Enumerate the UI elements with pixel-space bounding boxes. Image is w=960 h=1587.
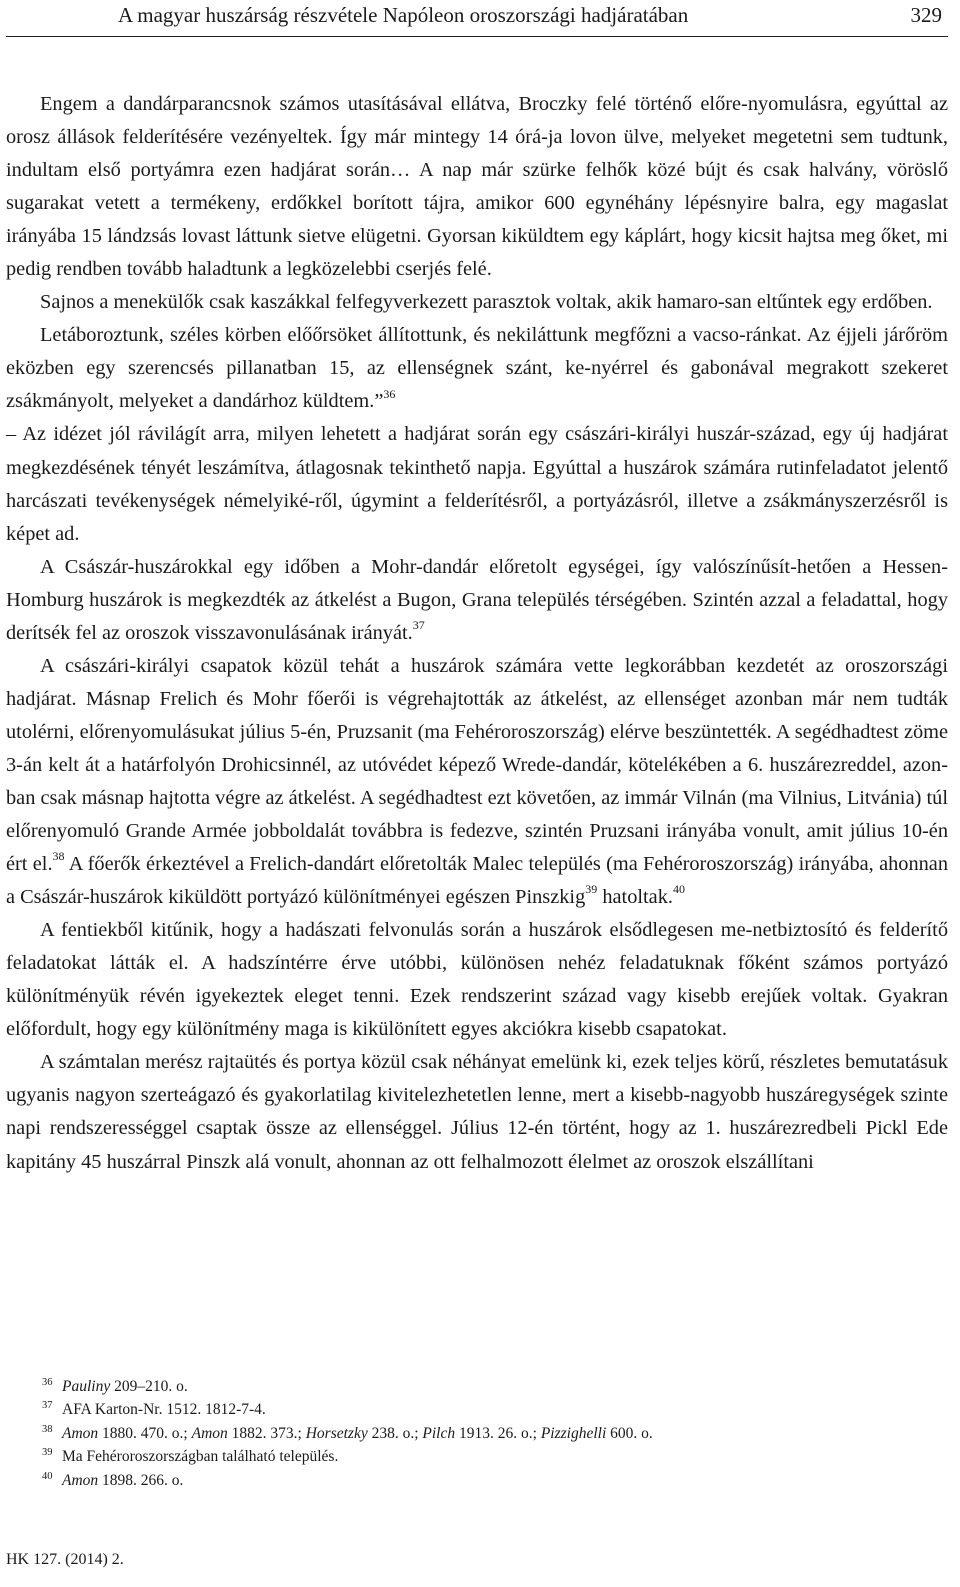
- footnote-number: 39: [42, 1447, 53, 1459]
- footnote: [6, 1469, 948, 1492]
- body-text: [6, 88, 948, 1179]
- paragraph: A Császár-huszárokkal egy időben a Mohr-dandár előretolt egységei, így valószínűsít-hetően a Hessen-Homburg huszárok is megkezdték az átkelést a Bugon, Grana település térségében. Szintén azzal a feladattal, hogy derítsék fel az oroszok visszavonulásának irányát.$^{37}$: [6, 555, 948, 644]
- footnote: [6, 1445, 948, 1468]
- footnotes: [6, 1375, 948, 1492]
- paragraph: A számtalan merész rajtaütés és portya közül csak néhányat emelünk ki, ezek teljes körű, részletes bemutatásuk ugyanis nagyon szerteágazó és gyakorlatilag kivitelezhetetlen lenne, mert a kisebb-nagyobb huszáregységek szinte napi rendszerességgel csaptak össze az ellenséggel. Július 12-én történt, hogy az 1. huszárezredbeli Pickl Ede kapitány 45 huszárral Pinszk alá vonult, ahonnan az ott felhalmozott élelmet az oroszok elszállítani: [6, 1051, 948, 1173]
- page-number: 329: [910, 3, 942, 27]
- journal-footer: HK 127. (2014) 2.: [6, 1551, 124, 1568]
- footnote-number: 38: [42, 1423, 53, 1435]
- paragraph: A fentiekből kitűnik, hogy a hadászati felvonulás során a huszárok elsődlegesen me-netbiztosító és felderítő feladatokat látták el. A hadszíntérre érve utóbbi, különösen nehéz feladatuknak főként számos portyázó különítményük révén igyekeztek eleget tenni. Ezek rendszerint század vagy kisebb erejűek voltak. Gyakran előfordult, hogy egy különítmény maga is kikülönített egyes akciókra kisebb csapatokat.: [6, 919, 948, 1041]
- footnote: [6, 1422, 948, 1445]
- footnote: [6, 1375, 948, 1398]
- footnote-text: Ma Fehéroroszországban található település.: [62, 1448, 339, 1466]
- paragraph: – Az idézet jól rávilágít arra, milyen lehetett a hadjárat során egy császári-királyi huszár-század, egy új hadjárat megkezdésének tényét leszámítva, átlagosnak tekinthető napja. Egyúttal a huszárok számára rutinfeladatot jelentő harcászati tevékenységek némelyiké-ről, úgymint a felderítésről, a portyázásról, illetve a zsákmányszerzésről is képet ad.: [6, 423, 948, 545]
- footnote-text: Amon 1880. 470. o.; Amon 1882. 373.; Horsetzky 238. o.; Pilch 1913. 26. o.; Pizzighelli 600. o.: [62, 1424, 653, 1442]
- footnote-text: Pauliny 209–210. o.: [62, 1378, 188, 1395]
- footnote-text: Amon 1898. 266. o.: [62, 1471, 184, 1489]
- paragraph: Engem a dandárparancsnok számos utasításával ellátva, Broczky felé történő előre-nyomulásra, egyúttal az orosz állások felderítésére vezényeltek. Így már mintegy 14 órá-ja lovon ülve, melyeket megetetni sem tudtunk, indultam első portyámra ezen hadjárat során… A nap már szürke felhők közé bújt és csak halvány, vöröslő sugarakat vetett a termékeny, erdőkkel borított tájra, amikor 600 egynéhány lépésnyire balra, egy magaslat irányába 15 lándzsás lovast láttunk sietve elügetni. Gyorsan kiküldtem egy káplárt, hogy kicsit hajtsa meg őket, mi pedig rendben tovább haladtunk a legközelebbi cserjés felé.: [6, 93, 948, 281]
- footnote-number: 37: [42, 1400, 53, 1412]
- paragraph: Letáboroztunk, széles körben előőrsöket állítottunk, és nekiláttunk megfőzni a vacso-ránkat. Az éjjeli járőröm eközben egy szerencsés pillanatban 15, az ellenségnek szánt, ke-nyérrel és gabonával megrakott szekeret zsákmányolt, melyeket a dandárhoz küldtem.”$^{36}$: [6, 324, 948, 413]
- paragraph: Sajnos a menekülők csak kaszákkal felfegyverkezett parasztok voltak, akik hamaro-san eltűntek egy erdőben.: [40, 291, 933, 314]
- footnote-number: 40: [42, 1470, 53, 1482]
- header-title: A magyar huszárság részvétele Napóleon oroszországi hadjáratában: [118, 3, 689, 27]
- footnote: [6, 1398, 948, 1421]
- footnote-text: AFA Karton-Nr. 1512. 1812-7-4.: [62, 1401, 266, 1419]
- paragraph: A császári-királyi csapatok közül tehát a huszárok számára vette legkorábban kezdetét az oroszországi hadjárat. Másnap Frelich és Mohr főerői is végrehajtották az átkelést, az ellenséget azonban már nem tudták utolérni, előrenyomulásukat július 5-én, Pruzsanit (ma Fehéroroszország) elérve beszüntették. A segédhadtest zöme 3-án kelt át a határfolyón Drohicsinnél, az utóvédet képező Wrede-dandár, kötelékében a 6. huszárezreddel, azon-ban csak másnap hajtotta végre az átkelést. A segédhadtest ezt követően, az immár Vilnán (ma Vilnius, Litvánia) túl előrenyomuló Grande Armée jobboldalát továbbra is fedezve, szintén Pruzsani irányába vonult, amit július 10-én ért el.$^{38}$ A főerők érkeztével a Frelich-dandárt előretolták Malec település (ma Fehéroroszország) irányába, ahonnan a Császár-huszárok kiküldött portyázó különítményei egészen Pinszkig$^{39}$ hatoltak.$^{40}$: [6, 654, 948, 909]
- running-header: [6, 0, 948, 37]
- footnote-number: 36: [42, 1377, 53, 1388]
